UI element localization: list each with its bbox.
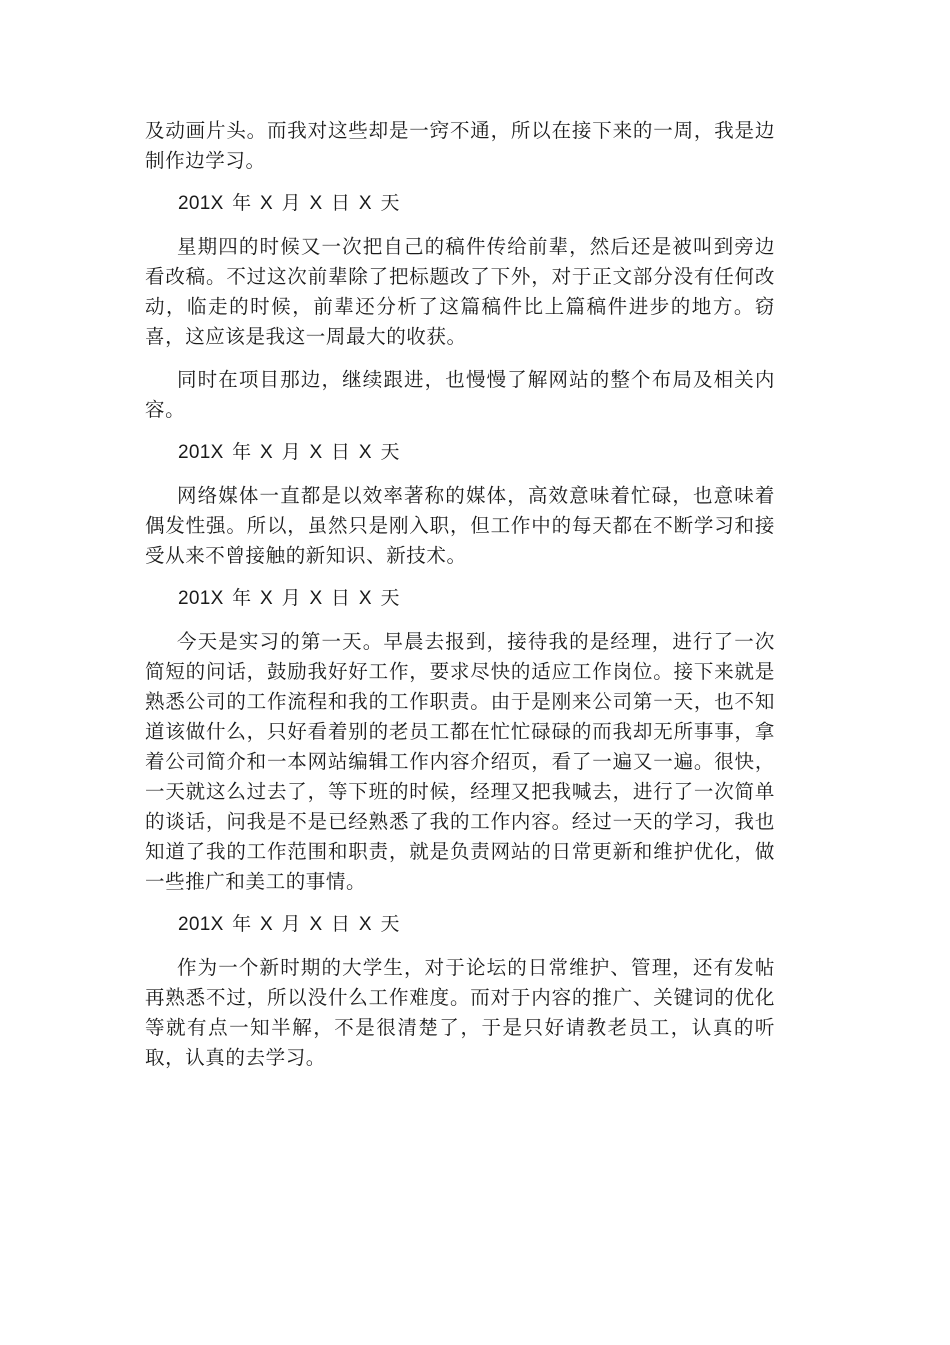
paragraph: 同时在项目那边，继续跟进，也慢慢了解网站的整个布局及相关内容。	[145, 368, 775, 421]
paragraph: 星期四的时候又一次把自己的稿件传给前辈，然后还是被叫到旁边看改稿。不过这次前辈除了把标题改了下外，对于正文部分没有任何改动，临走的时候，前辈还分析了这篇稿件比上篇稿件进步的地方。窃喜，这应该是我这一周最大的收获。	[145, 235, 775, 348]
paragraph: 网络媒体一直都是以效率著称的媒体，高效意味着忙碌，也意味着偶发性强。所以，虽然只是刚入职，但工作中的每天都在不断学习和接受从来不曾接触的新知识、新技术。	[145, 484, 775, 567]
date-heading: 201X 年 X 月 X 日 X 天	[178, 588, 400, 609]
paragraph-intro-continuation: 及动画片头。而我对这些却是一窍不通，所以在接下来的一周，我是边制作边学习。	[145, 119, 775, 172]
date-heading: 201X 年 X 月 X 日 X 天	[178, 914, 400, 935]
document-body	[145, 116, 775, 1086]
date-heading: 201X 年 X 月 X 日 X 天	[178, 193, 400, 214]
date-heading: 201X 年 X 月 X 日 X 天	[178, 442, 400, 463]
paragraph: 今天是实习的第一天。早晨去报到，接待我的是经理，进行了一次简短的问话，鼓励我好好工作，要求尽快的适应工作岗位。接下来就是熟悉公司的工作流程和我的工作职责。由于是刚来公司第一天，也不知道该做什么，只好看着别的老员工都在忙忙碌碌的而我却无所事事，拿着公司简介和一本网站编辑工作内容介绍页，看了一遍又一遍。很快，一天就这么过去了，等下班的时候，经理又把我喊去，进行了一次简单的谈话，问我是不是已经熟悉了我的工作内容。经过一天的学习，我也知道了我的工作范围和职责，就是负责网站的日常更新和维护优化，做一些推广和美工的事情。	[145, 630, 775, 893]
paragraph: 作为一个新时期的大学生，对于论坛的日常维护、管理，还有发帖再熟悉不过，所以没什么工作难度。而对于内容的推广、关键词的优化等就有点一知半解，不是很清楚了，于是只好请教老员工，认真的听取，认真的去学习。	[145, 956, 775, 1069]
